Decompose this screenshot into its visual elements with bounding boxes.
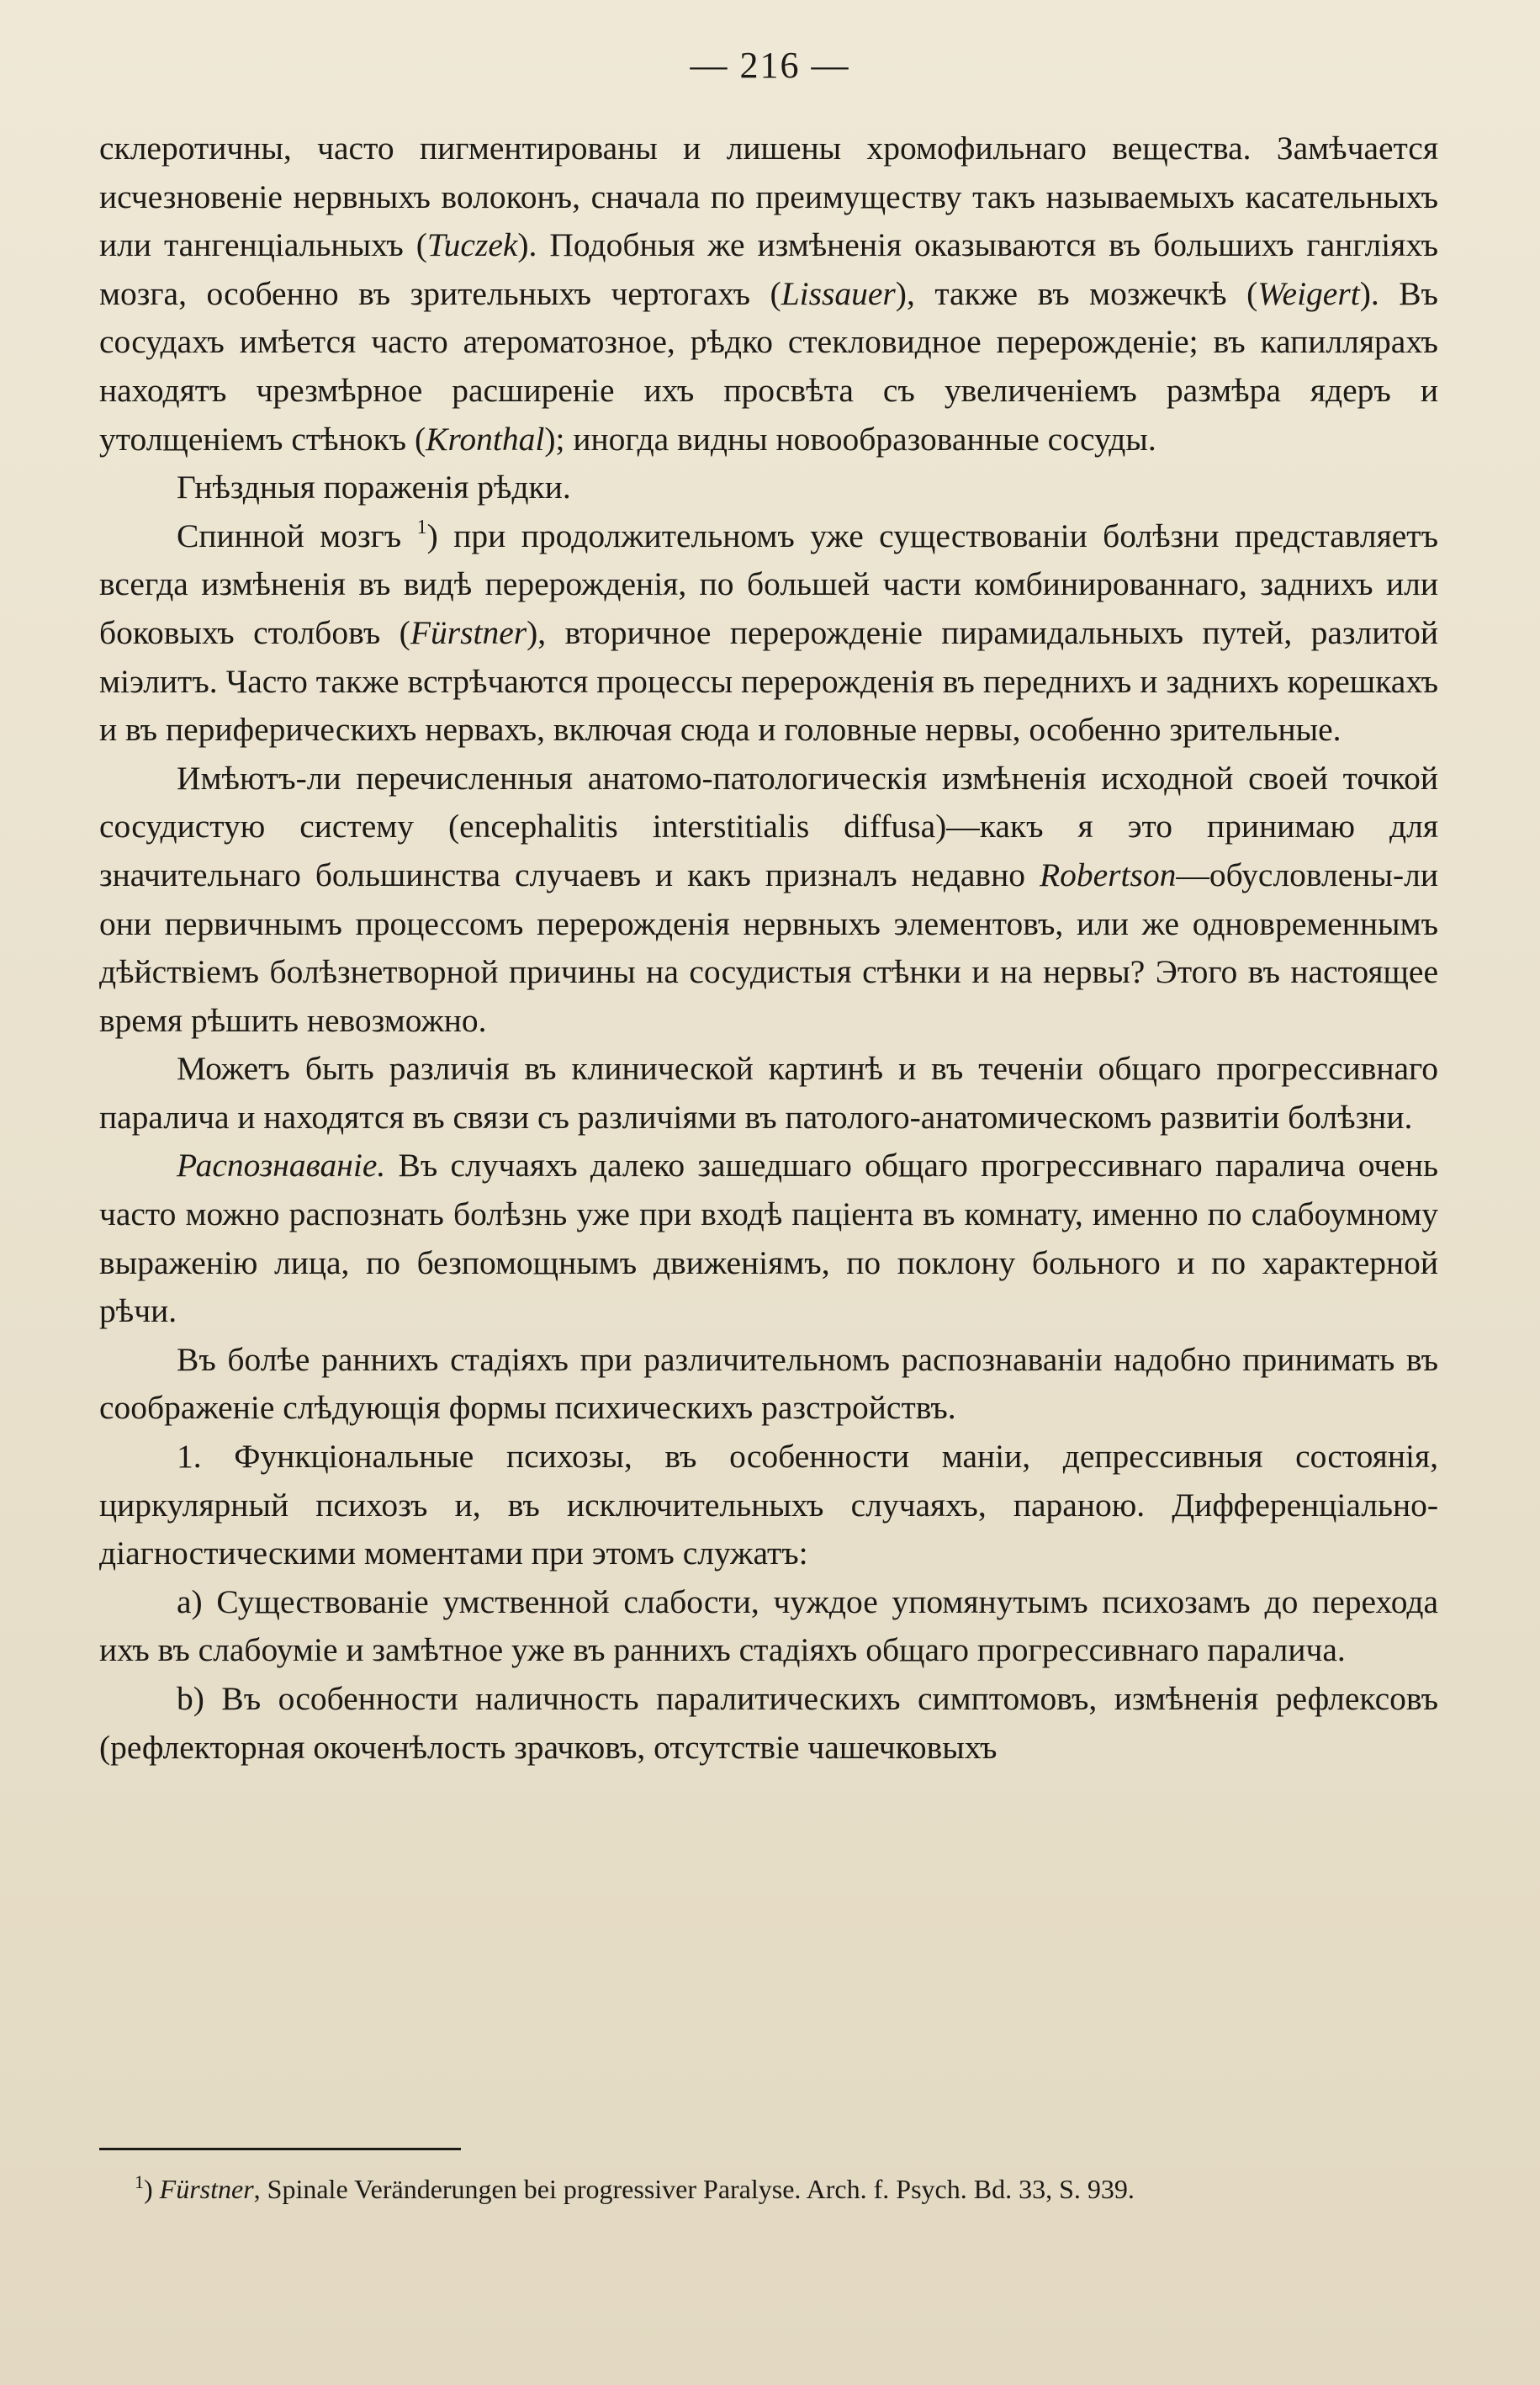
paragraph-text: склеротичны, часто пигментированы и лишены хромофильнаго вещества. Замѣчается исчезновеніе нервныхъ волоконъ, сначала по преимуществу такъ называемыхъ касательныхъ или тангенціальныхъ ( bbox=[99, 130, 1438, 264]
paragraph-3 bbox=[99, 512, 1438, 755]
footnote-author: Fürstner bbox=[159, 2174, 254, 2204]
footnote-text: $^1$) Fürstner, Spinale Veränderungen bei progressiver Paralyse. Arch. f. Psych. Bd. 33, S. 939. bbox=[135, 2171, 1135, 2204]
paragraph-text: a) Существованіе умственной слабости, чуждое упомянутымъ психозамъ до перехода ихъ въ слабоуміе и замѣтное уже въ раннихъ стадіяхъ общаго прогрессивнаго паралича. bbox=[99, 1582, 1438, 1669]
author-citation: Weigert bbox=[1257, 274, 1360, 312]
paragraph-text: ) при продолжительномъ уже существованіи болѣзни представляетъ всегда измѣненія въ видѣ перерожденія, по большей части комбинированнаго, заднихъ или боковыхъ столбовъ ( bbox=[99, 517, 1438, 651]
author-citation: Tuczek bbox=[426, 226, 518, 264]
paragraph-text: ). Подобныя же измѣненія оказываются въ большихъ гангліяхъ мозга, особенно въ зрительныхъ чертогахъ ( bbox=[99, 226, 1438, 312]
paragraph-text: Имѣютъ-ли перечисленныя анатомо-патологическія измѣненія исходной своей точкой сосудистую систему (encephalitis interstitialis diffusa)—какъ я это принимаю для значительнаго большинства случаевъ и какъ призналъ недавно bbox=[99, 759, 1438, 893]
paragraph-text: Гнѣздныя пораженія рѣдки. bbox=[177, 469, 571, 506]
paragraph-6 bbox=[99, 1142, 1438, 1335]
author-citation: Fürstner bbox=[410, 613, 527, 651]
paragraph-text: b) Въ особенности наличность паралитическихъ симптомовъ, измѣненія рефлексовъ (рефлекторная окоченѣлость зрачковъ, отсутствіе чашечковыхъ bbox=[99, 1680, 1438, 1766]
footnote-divider bbox=[99, 2148, 461, 2150]
paragraph-5 bbox=[99, 1045, 1438, 1142]
paragraph-text: Въ случаяхъ далеко зашедшаго общаго прогрессивнаго паралича очень часто можно распознать болѣзнь уже при входѣ паціента въ комнату, именно по слабоумному выраженію лица, по безпомощнымъ движеніямъ, по поклону больного и по характерной рѣчи. bbox=[99, 1147, 1438, 1330]
paragraph-1 bbox=[99, 125, 1438, 464]
footnote-reference: 1 bbox=[416, 516, 427, 538]
paragraph-2 bbox=[99, 464, 1438, 512]
author-citation: Robertson bbox=[1039, 856, 1177, 893]
paragraph-4 bbox=[99, 755, 1438, 1046]
author-citation: Kronthal bbox=[426, 420, 545, 458]
paragraph-text: ). Въ сосудахъ имѣется часто атероматозное, рѣдко стекловидное перерожденіе; въ капиллярахъ находятъ чрезмѣрное расширеніе ихъ просвѣта съ увеличеніемъ размѣра ядеръ и утолщеніемъ стѣнокъ ( bbox=[99, 274, 1438, 458]
paragraph-text: —обусловлены-ли они первичнымъ процессомъ перерожденія нервныхъ элементовъ, или же одновременнымъ дѣйствіемъ болѣзнетворной причины на сосудистыя стѣнки и на нервы? Этого въ настоящее время рѣшить невозможно. bbox=[99, 856, 1438, 1039]
body-text bbox=[99, 125, 1438, 1772]
paragraph-text: 1. Функціональные психозы, въ особенности маніи, депрессивныя состоянія, циркулярный психозъ и, въ исключительныхъ случаяхъ, параною. Дифференціально-діагностическими моментами при этомъ служатъ: bbox=[99, 1438, 1438, 1572]
paragraph-text: Можетъ быть различія въ клинической картинѣ и въ теченіи общаго прогрессивнаго паралича и находятся въ связи съ различіями въ патолого-анатомическомъ развитіи болѣзни. bbox=[99, 1050, 1438, 1136]
page-number: — 216 — bbox=[690, 45, 850, 86]
paragraph-text: ); иногда видны новообразованные сосуды. bbox=[544, 420, 1156, 458]
footnote-marker: 1 bbox=[135, 2171, 144, 2192]
footnote bbox=[99, 2167, 1438, 2211]
paragraph-text: Въ болѣе раннихъ стадіяхъ при различительномъ распознаваніи надобно принимать въ соображеніе слѣдующія формы психическихъ разстройствъ. bbox=[99, 1340, 1438, 1427]
paragraph-text: ), также въ мозжечкѣ ( bbox=[895, 274, 1258, 312]
author-citation: Lissauer bbox=[781, 274, 896, 312]
section-heading: Распознаваніе. bbox=[177, 1147, 386, 1185]
paragraph-text: ), вторичное перерожденіе пирамидальныхъ путей, разлитой міэлитъ. Часто также встрѣчаются процессы перерожденія въ переднихъ и заднихъ корешкахъ и въ периферическихъ нервахъ, включая сюда и головные нервы, особенно зрительные. bbox=[99, 613, 1438, 749]
paragraph-text: Спинной мозгъ bbox=[177, 517, 417, 554]
paragraph-10 bbox=[99, 1675, 1438, 1772]
paragraph-8 bbox=[99, 1433, 1438, 1578]
paragraph-7 bbox=[99, 1336, 1438, 1433]
paragraph-9 bbox=[99, 1578, 1438, 1675]
footnote-citation: , Spinale Veränderungen bei progressiver Paralyse. Arch. f. Psych. Bd. 33, S. 939. bbox=[253, 2174, 1135, 2204]
